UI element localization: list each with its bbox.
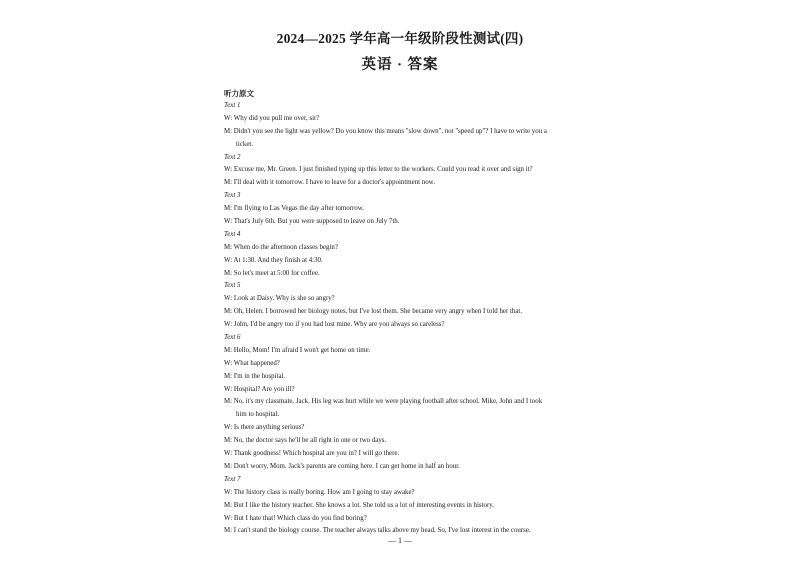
transcript-line: him to hospital. — [236, 411, 280, 419]
transcript-line: W: Look at Daisy. Why is she so angry? — [224, 295, 335, 303]
transcript-line: M: When do the afternoon classes begin? — [224, 243, 338, 251]
text-label: Text 7 — [224, 475, 241, 483]
transcript-line: M: No, the doctor says he'll be all right in one or two days. — [224, 437, 387, 445]
text-label: Text 1 — [224, 102, 241, 109]
transcript-line: W: What happened? — [224, 359, 280, 367]
transcript-line: ticket. — [236, 140, 254, 148]
transcript-line: W: At 1:30. And they finish at 4:30. — [224, 256, 323, 264]
transcript-line: M: Didn't you see the light was yellow? Do you know this means "slow down", not "speed up"? I have to write you a — [224, 127, 547, 135]
transcript-line: M: I'll deal with it tomorrow. I have to leave for a doctor's appointment now. — [224, 179, 435, 187]
transcript-line: W: The history class is really boring. How am I going to stay awake? — [224, 488, 415, 496]
transcript-line: W: John, I'd be angry too if you had lost mine. Why are you always so careless? — [224, 321, 445, 329]
text-label: Text 2 — [224, 153, 241, 161]
transcript-line: W: That's July 6th. But you were supposed to leave on July 7th. — [224, 218, 400, 226]
transcript-line: W: Thank goodness! Which hospital are you in? I will go there. — [224, 450, 400, 458]
text-label: Text 5 — [224, 282, 241, 290]
text-label: Text 4 — [224, 230, 241, 238]
page-number: — 1 — — [388, 536, 412, 545]
transcript-line: M: Don't worry, Mom. Jack's parents are coming here. I can get home in half an hour. — [224, 462, 460, 470]
transcript-line: M: I can't stand the biology course. The teacher always talks above my head. So, I've lost interest in the course. — [224, 527, 531, 535]
transcript-line: W: Excuse me, Mr. Green. I just finished typing up this letter to the workers. Could you read it over and sign it? — [224, 166, 533, 174]
page-title: 2024—2025 学年高一年级阶段性测试(四) — [276, 31, 524, 46]
transcript-line: M: No, it's my classmate, Jack. His leg was hurt while we were playing football after school. Mike, John and I took — [224, 398, 543, 406]
listening-transcript — [224, 100, 584, 538]
transcript-line: M: So let's meet at 5:00 for coffee. — [224, 269, 320, 277]
text-label: Text 3 — [224, 192, 241, 200]
transcript-line: M: But I like the history teacher. She knows a lot. She told us a lot of interesting events in history. — [224, 501, 494, 509]
section-heading: 听力原文 — [224, 89, 254, 98]
transcript-line: M: Oh, Helen. I borrowed her biology notes, but I've lost them. She became very angry when I told her that. — [224, 308, 523, 316]
transcript-line: W: Is there anything serious? — [224, 424, 305, 432]
transcript-line: M: I'm flying to Las Vegas the day after tomorrow. — [224, 205, 364, 213]
transcript-line: W: Why did you pull me over, sir? — [224, 114, 320, 122]
transcript-line: W: Hospital? Are you ill? — [224, 385, 295, 393]
text-label: Text 6 — [224, 334, 241, 342]
page-subtitle: 英语 · 答案 — [361, 57, 439, 73]
transcript-line: M: Hello, Mom! I'm afraid I won't get home on time. — [224, 346, 371, 354]
transcript-line: M: I'm in the hospital. — [224, 372, 286, 380]
transcript-line: W: But I hate that! Which class do you find boring? — [224, 514, 367, 522]
